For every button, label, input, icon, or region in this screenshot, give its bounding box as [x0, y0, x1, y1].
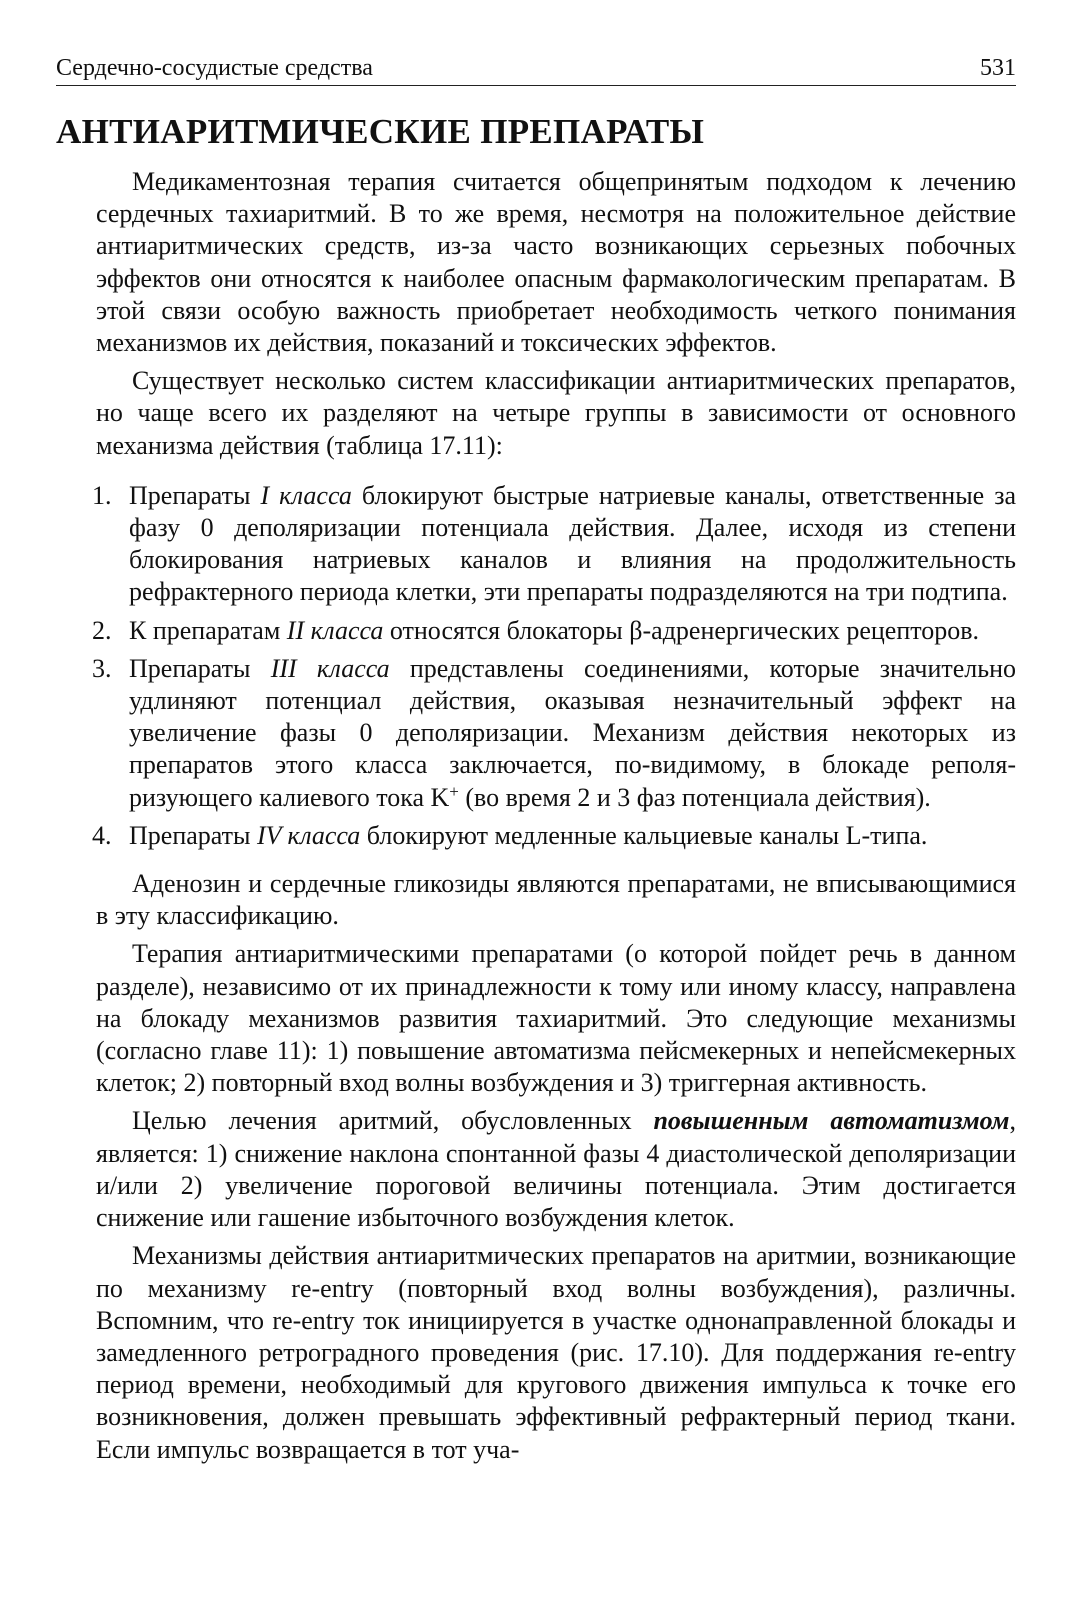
superscript-plus: +: [449, 781, 459, 801]
paragraph-reentry: Механизмы действия антиаритмических препаратов на аритмии, возникающие по механизму re-entry (повторный вход волны возбуждения), различны. Вспомним, что re-entry ток инициируется в участке однонаправленной блокады и замедленного ретроградного проведения (рис. 17.10). Для поддержания re-entry период времени, необходимый для кругового движения импульса к точке его возникновения, должен превышать эффективный рефрактерный период ткани. Если импульс возвращается в тот уча-: [96, 1241, 1016, 1464]
paragraph-text: Целью лечения аритмий, обусловленных: [132, 1106, 654, 1136]
class-label: IV класса: [256, 820, 361, 850]
paragraph-classification: Существует несколько систем классификации антиаритмических препаратов, но чаще всего их разделяют на четыре группы в зависимости от основного механизма действия (таблица 17.11):: [96, 366, 1016, 460]
list-text: блокируют медленные кальциевые каналы L-типа.: [360, 820, 928, 850]
paragraph-intro: Медикаментозная терапия считается общепринятым подходом к лечению сердечных тахиаритмий. В то же время, несмотря на положительное действие антиаритмических средств, из-за часто возникающих серьезных побочных эффектов они относятся к наиболее опасным фармакологическим препаратам. В этой связи особую важность приобретает необходимость четкого понимания механизмов их действия, показаний и токсических эффектов.: [96, 167, 1016, 358]
paragraph-text: , является: 1) снижение наклона спонтанной фазы 4 диастолической деполяризации и/или 2) увеличение пороговой величины потенциала. Этим достигается снижение или гашение избыточного возбуждения клеток.: [96, 1106, 1016, 1233]
paragraph-automatism: [96, 1105, 1016, 1234]
book-page: [56, 54, 1016, 1472]
list-number: 3.: [92, 653, 112, 683]
body-text: [56, 166, 1016, 1466]
list-text: Препараты: [129, 820, 257, 850]
list-number: 2.: [92, 615, 112, 645]
list-item-class-2: [92, 615, 1016, 647]
paragraph-therapy: Терапия антиаритмическими препаратами (о которой пойдет речь в данном разделе), независимо от их принадлежности к тому или иному классу, направлена на блокаду механизмов развития тахиаритмий. Это следующие механизмы (согласно главе 11): 1) повышение автоматизма пейсмекерных и непейсмекерных клеток; 2) повторный вход волны возбуждения и 3) триггерная активность.: [96, 939, 1016, 1098]
list-number: 4.: [92, 820, 112, 850]
list-item-class-4: [92, 820, 1016, 852]
page-number: 531: [980, 55, 1016, 81]
running-header: [56, 54, 1016, 86]
list-item-class-1: [92, 480, 1017, 609]
chapter-title: АНТИАРИТМИЧЕСКИЕ ПРЕПАРАТЫ: [56, 112, 705, 151]
class-label: I класса: [260, 480, 352, 510]
list-text: (во время 2 и 3 фаз потенциала действия).: [458, 782, 931, 812]
list-text: представлены соединениями, которые значительно удлиняют потенциал действия, оказывая незначительный эффект на увеличение фазы 0 деполяризации. Механизм действия некоторых из препаратов этого класса заключается, по-видимому, в блокаде реполяризующего калиевого тока K: [129, 653, 1017, 812]
list-text: относятся блокаторы β-адренергических рецепторов.: [383, 615, 980, 645]
list-text: блокируют быстрые натриевые каналы, ответственные за фазу 0 деполяризации потенциала действия. Далее, исходя из степени блокирования натриевых каналов и влияния на продолжительность рефрактерного периода клетки, эти препараты подразделяются на три подтипа.: [129, 480, 1017, 607]
emphasis-text: повышенным автоматизмом: [653, 1106, 1010, 1136]
list-text: К препаратам: [129, 615, 287, 645]
class-list: [92, 480, 1017, 852]
paragraph-adenosine: Аденозин и сердечные гликозиды являются препаратами, не вписывающимися в эту классификацию.: [96, 869, 1016, 931]
list-text: Препараты: [129, 480, 261, 510]
class-label: II класса: [286, 615, 384, 645]
list-item-class-3: [92, 653, 1017, 814]
section-title: Сердечно-сосудистые средства: [56, 55, 373, 81]
class-label: III класса: [270, 653, 390, 683]
list-number: 1.: [92, 480, 112, 510]
list-text: Препараты: [129, 653, 271, 683]
